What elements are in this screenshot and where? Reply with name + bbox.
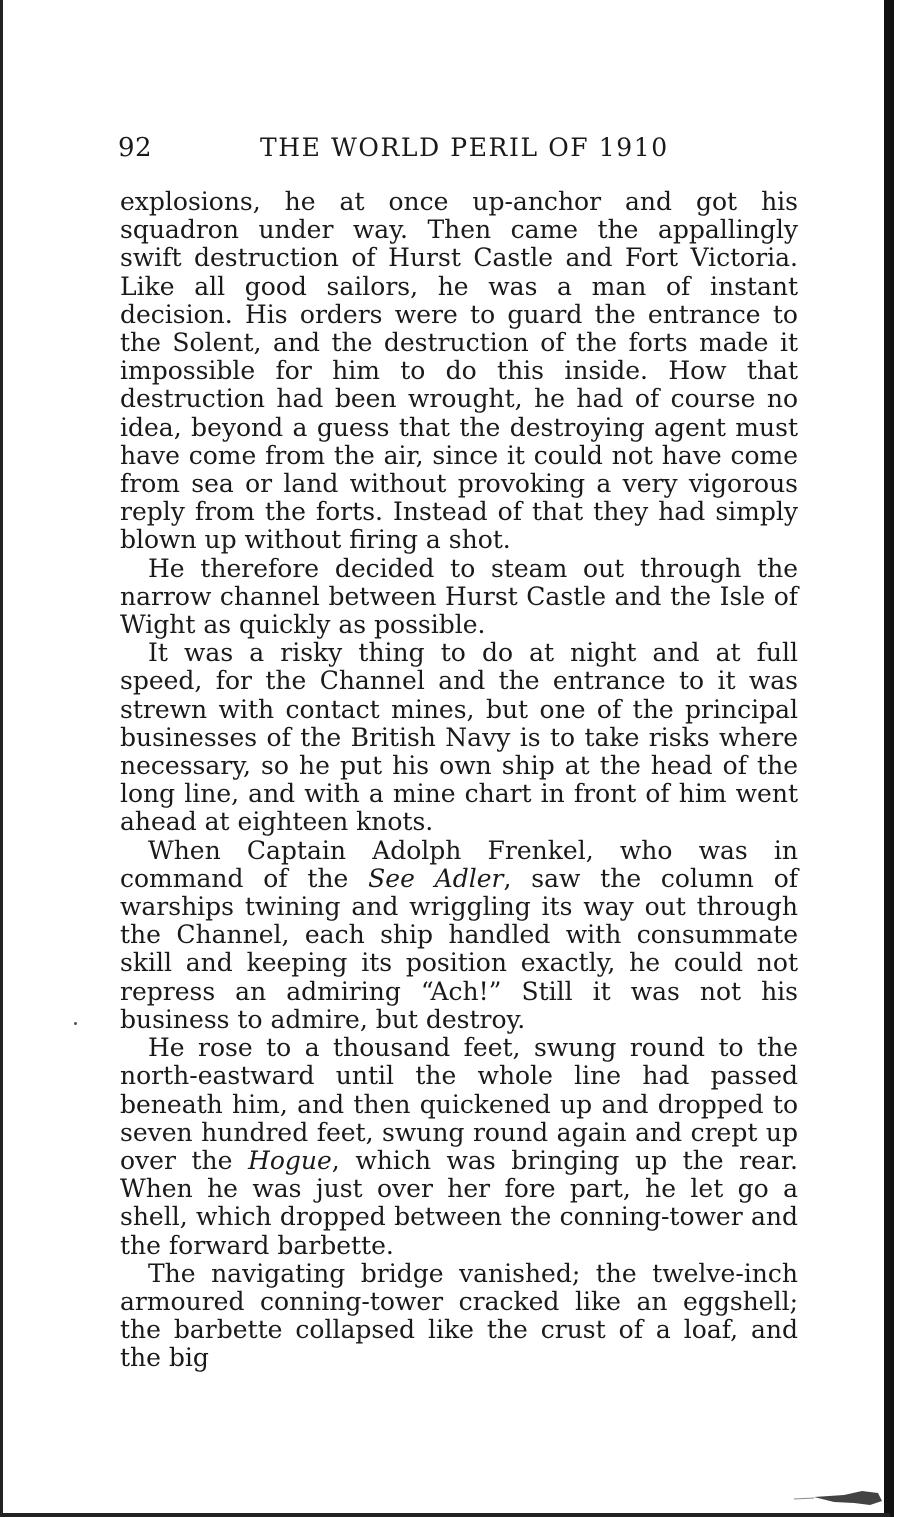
scan-smudge (774, 1483, 884, 1507)
page-edge-left (0, 0, 3, 1517)
paragraph-1: explosions, he at once up-anchor and got his squadron under way. Then came the appallingly swift destruction of Hurst Castle and Fort Victoria. Like all good sailors, he was a man of instant decision. His orders were to guard the entrance to the Solent, and the destruction of the forts made it impossible for him to do this inside. How that destruction had been wrought, he had of course no idea, beyond a guess that the destroying agent must have come from the air, since it could not have come from sea or land without provoking a very vigorous reply from the forts. Instead of that they had simply blown up without firing a shot. (120, 187, 798, 555)
paragraph-5 (120, 1034, 798, 1260)
margin-mark (74, 1022, 77, 1025)
page-number: 92 (118, 133, 153, 163)
ship-name-hogue: Hogue (248, 1145, 332, 1175)
paragraph-5-before: He rose to a thousand feet, swung round to the north-eastward until the whole line had passed beneath him, and then quickened up and dropped to seven hundred feet, swung round again and crept up over the (120, 1033, 798, 1175)
body-text (120, 188, 798, 1373)
paragraph-2: He therefore decided to steam out through the narrow channel between Hurst Castle and the Isle of Wight as quickly as possible. (120, 553, 798, 640)
paragraph-3: It was a risky thing to do at night and at full speed, for the Channel and the entrance to it was strewn with contact mines, but one of the principal businesses of the British Navy is to take risks where necessary, so he put his own ship at the head of the long line, and with a mine chart in front of him went ahead at eighteen knots. (120, 638, 798, 837)
paragraph-5-after: , which was bringing up the rear. When he was just over her fore part, he let go a shell, which dropped between the conning-tower and the forward barbette. (120, 1145, 798, 1260)
ship-name-see-adler: See Adler (368, 863, 504, 893)
page-header (118, 133, 798, 173)
paragraph-6: The navigating bridge vanished; the twelve-inch armoured conning-tower cracked like an eggshell; the barbette collapsed like the crust of a loaf, and the big (120, 1258, 798, 1373)
page-edge-bottom (0, 1513, 890, 1517)
paragraph-4-before: When Captain Adolph Frenkel, who was in command of the (120, 835, 798, 893)
paragraph-4 (120, 837, 798, 1034)
paragraph-4-after: , saw the column of warships twining and wriggling its way out through the Channel, each ship handled with consummate skill and keeping its position exactly, he could not repress an admiring “Ach!” Still it was not his business to admire, but destroy. (120, 863, 798, 1034)
page-edge-right (884, 0, 894, 1517)
running-title: THE WORLD PERIL OF 1910 (260, 133, 669, 162)
